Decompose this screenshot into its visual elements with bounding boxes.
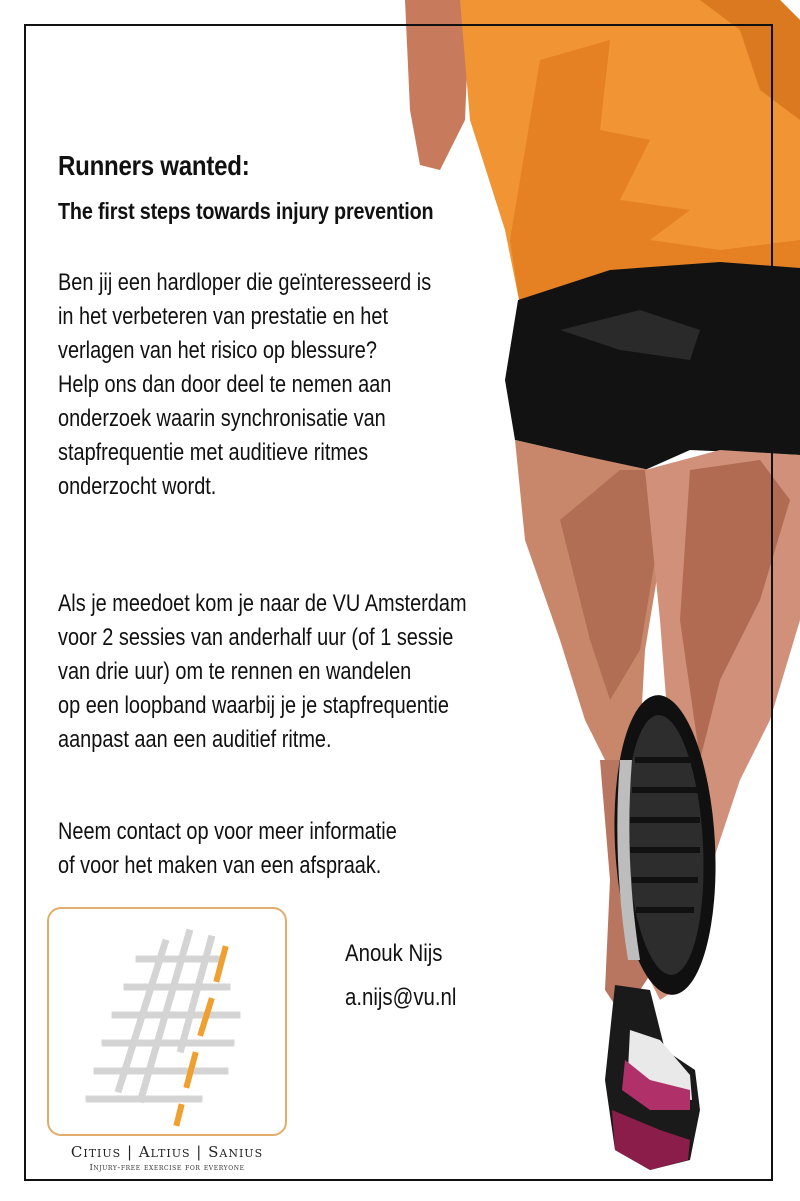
text-line: of voor het maken van een afspraak. [58,852,382,879]
details-paragraph [58,587,467,757]
contact-name: Anouk Nijs [345,940,443,967]
text-line: Help ons dan door deel te nemen aan [58,371,392,398]
logo-box [47,907,287,1136]
text-line: van drie uur) om te rennen en wandelen [58,658,412,685]
text-line: voor 2 sessies van anderhalf uur (of 1 sessie [58,624,454,651]
grid-logo-icon [49,909,289,1138]
text-line: onderzoek waarin synchronisatie van [58,405,386,432]
text-line: op een loopband waarbij je je stapfrequentie [58,692,449,719]
contact-paragraph [58,815,397,883]
text-line: stapfrequentie met auditieve ritmes [58,439,369,466]
poster-title: Runners wanted: [58,150,250,181]
text-line: Als je meedoet kom je naar de VU Amsterdam [58,590,467,617]
intro-paragraph [58,266,431,504]
text-line: Neem contact op voor meer informatie [58,818,397,845]
poster-subtitle: The first steps towards injury prevention [58,198,434,224]
text-line: aanpast aan een auditief ritme. [58,726,332,753]
logo-motto: Citius | Altius | Sanius [70,1143,264,1161]
contact-block [345,932,456,1020]
text-line: Ben jij een hardloper die geïnteresseerd is [58,269,432,296]
contact-email[interactable]: a.nijs@vu.nl [345,984,457,1011]
text-line: onderzocht wordt. [58,473,217,500]
logo-slogan: Injury-free exercise for everyone [89,1163,245,1173]
text-line: verlagen van het risico op blessure? [58,337,377,364]
text-line: in het verbeteren van prestatie en het [58,303,389,330]
